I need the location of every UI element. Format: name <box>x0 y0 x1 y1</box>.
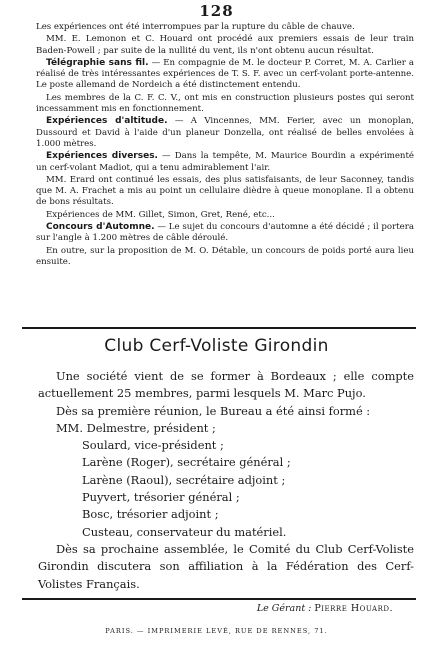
paragraph: Une société vient de se former à Bordeaux ; elle compte actuellement 25 membres, parmi lesquels M. Marc Pujo. <box>38 369 414 401</box>
section-heading: Concours d'Automne. <box>46 222 155 233</box>
member-line: Soulard, vice-président ; <box>82 438 224 453</box>
club-title: Club Cerf-Voliste Girondin <box>104 336 329 356</box>
upper-section <box>36 22 414 269</box>
printer-imprint: PARIS. — IMPRIMERIE LEVÉ, RUE DE RENNES, 71. <box>105 627 328 635</box>
member-line: Custeau, conservateur du matériel. <box>82 524 287 539</box>
section-heading: Expériences d'altitude. <box>46 116 168 127</box>
section-heading: Télégraphie sans fil. <box>46 57 149 68</box>
divider <box>22 598 416 600</box>
paragraph <box>36 151 414 174</box>
member-line: MM. Delmestre, président ; <box>56 420 216 435</box>
gerant-name: Pierre Houard. <box>314 603 393 614</box>
member-line: Bosc, trésorier adjoint ; <box>82 507 219 522</box>
club-section <box>38 368 414 593</box>
paragraph <box>36 116 414 150</box>
paragraph: Expériences de MM. Gillet, Simon, Gret, René, etc... <box>46 209 275 220</box>
paragraph-text: — Dans la tempête, M. Maurice Bourdin a expérimenté un cerf-volant Madiot, qui a tenu admirablement l'air. <box>36 151 415 173</box>
paragraph-text: — Le sujet du concours d'automne a été décidé ; il portera sur l'angle à 1.200 mètres de câble déroulé. <box>36 222 414 244</box>
paragraph: En outre, sur la proposition de M. O. Détable, un concours de poids porté aura lieu ensuite. <box>36 245 414 267</box>
paragraph: MM. Erard ont continué les essais, des plus satisfaisants, de leur Saconney, tandis que M. A. Frachet a mis au point un cellulaire dièdre à queue monoplane. Il a obtenu de bons résultats. <box>36 174 414 208</box>
divider <box>22 327 416 329</box>
member-line: Larène (Roger), secrétaire général ; <box>82 455 291 470</box>
paragraph <box>36 222 414 245</box>
paragraph: Les expériences ont été interrompues par la rupture du câble de chauve. <box>36 22 355 32</box>
gerant-signature <box>257 603 393 614</box>
paragraph-text: — A Vincennes, MM. Ferier, avec un monoplan, Dussourd et David à l'aide d'un planeur Donzella, ont réalisé de belles envolées à 1.000 mètres. <box>36 116 414 149</box>
page-number: 128 <box>199 2 234 20</box>
gerant-label: Le Gérant : <box>256 603 315 614</box>
paragraph <box>36 58 414 92</box>
member-line: Puyvert, trésorier général ; <box>82 490 240 505</box>
paragraph: Dès sa prochaine assemblée, le Comité du Club Cerf-Voliste Girondin discutera son affiliation à la Fédération des Cerf-Volistes Français. <box>38 541 414 591</box>
paragraph-text: — En compagnie de M. le docteur P. Corret, M. A. Carlier a réalisé de très intéressantes expériences de T. S. F. avec un cerf-volant porte-antenne. Le poste allemand de Nordeich a été distinctement entendu. <box>36 57 414 91</box>
paragraph: Les membres de la C. F. C. V., ont mis en construction plusieurs postes qui seront incessamment mis en fonctionnement. <box>36 92 414 115</box>
paragraph: Dès sa première réunion, le Bureau a été ainsi formé : <box>56 403 371 418</box>
member-line: Larène (Raoul), secrétaire adjoint ; <box>82 472 286 487</box>
section-heading: Expériences diverses. <box>46 151 158 162</box>
paragraph: MM. E. Lemonon et C. Houard ont procédé aux premiers essais de leur train Baden-Powell ; par suite de la nullité du vent, ils n'ont obtenu aucun résultat. <box>36 34 414 56</box>
